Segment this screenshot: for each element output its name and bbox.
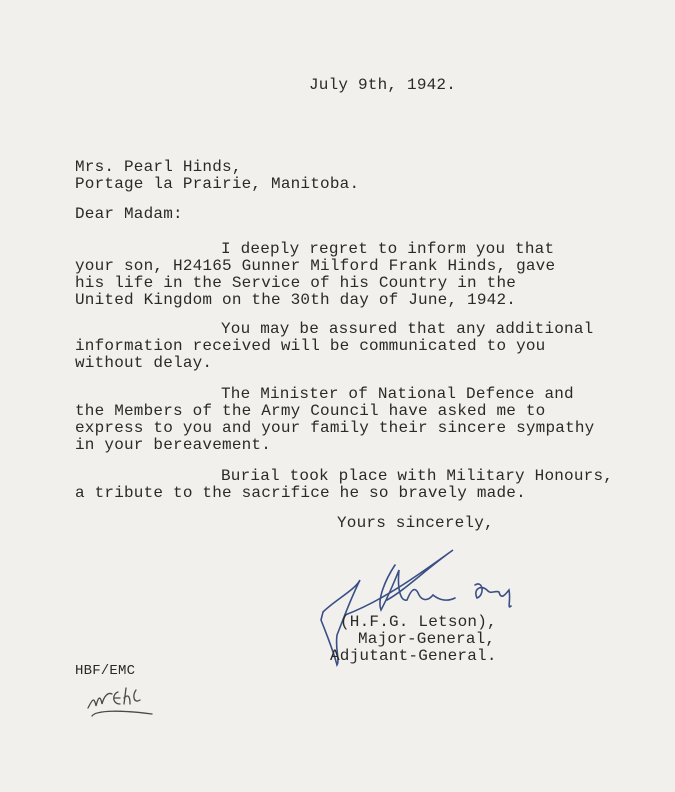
signatory-name: (H.F.G. Letson), (340, 613, 497, 631)
paragraph-line: United Kingdom on the 30th day of June, 1942. (75, 291, 517, 309)
paragraph-line: in your bereavement. (75, 436, 272, 454)
recipient-name: Mrs. Pearl Hinds, (75, 158, 242, 176)
paragraph-3 (75, 386, 594, 454)
paragraph-line: without delay. (75, 354, 213, 372)
recipient-address: Portage la Prairie, Manitoba. (75, 175, 360, 193)
signatory-block (330, 613, 497, 665)
paragraph-line: I deeply regret to inform you that (221, 240, 555, 258)
reference-initials: HBF/EMC (75, 663, 136, 679)
recipient-block (75, 159, 359, 193)
handwritten-initials (82, 682, 162, 722)
paragraph-line: Burial took place with Military Honours, (221, 467, 614, 485)
paragraph-1 (75, 241, 555, 309)
paragraph-line: your son, H24165 Gunner Milford Frank Hinds, gave (75, 257, 556, 275)
paragraph-line: express to you and your family their sincere sympathy (75, 419, 595, 437)
closing: Yours sincerely, (337, 514, 494, 532)
letter-date: July 9th, 1942. (309, 76, 457, 94)
salutation: Dear Madam: (75, 205, 183, 223)
paragraph-line: information received will be communicated to you (75, 337, 546, 355)
paragraph-line: The Minister of National Defence and (221, 385, 574, 403)
paragraph-4 (75, 468, 613, 502)
signatory-title: Adjutant-General. (330, 647, 497, 665)
paragraph-line: the Members of the Army Council have asked me to (75, 402, 546, 420)
paragraph-line: his life in the Service of his Country in the (75, 274, 517, 292)
signatory-rank: Major-General, (358, 630, 496, 648)
paragraph-2 (75, 321, 593, 372)
paragraph-line: a tribute to the sacrifice he so bravely made. (75, 484, 526, 502)
paragraph-line: You may be assured that any additional (221, 320, 594, 338)
